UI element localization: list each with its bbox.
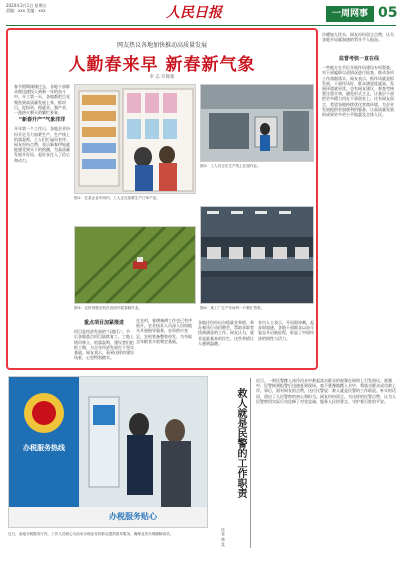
photo-4-caption: 图④：某工厂生产车间内一片繁忙景象。	[200, 306, 265, 310]
article-column-3: 在农村，春耕备耕工作也已有序展开。农业技术人员深入田间地头开展指导服务，农资供应充足，农机装备整装待发，为夺取全年粮食丰收奠定基础。	[136, 318, 192, 344]
masthead-rule	[6, 25, 396, 26]
opinion-body: 近日，一则民警跳入冰冷河水中救起落水群众的视频在网络上引发热议。视频中，民警接到报警后迅速赶到现场，毫不犹豫地跳入水中，将落水群众成功救上岸。事后，面对网友的点赞，这位民警说：救人就是民警的工作职责。朴实的话语，道出了人民警察的初心和担当。网友纷纷留言，为这样的民警点赞，认为人民警察用实际行动诠释了对党忠诚、服务人民的誓言，守护着百姓的平安。	[256, 378, 396, 404]
issue-date: 2024年3月1日 星期五 责编：xxx 美编：xxx	[6, 3, 47, 13]
article-kicker: 网友热议各地加快推动高质量发展	[116, 42, 207, 49]
opinion-rule	[250, 378, 251, 548]
side-article	[322, 28, 396, 370]
opinion-title: 救人就是民警的工作职责	[235, 388, 246, 498]
photo-1	[74, 84, 196, 194]
photo-3-caption: 图③：农民驾驶农机在田间开展春耕作业。	[74, 306, 142, 310]
subhead-2: 重点项目加紧推进	[83, 320, 124, 326]
article-column-2: 重点项目加紧推进 项目是经济发展的“压舱石”。节后各地重点项目陆续复工，工地上塔吊林立、机器轰鸣，建设者们抢抓工期，为全年经济发展打下坚实基础。网友表示，看到这样的建设场景，心里特别踏实。	[74, 320, 134, 361]
article-column-4: 各地还纷纷出台稳就业举措，举办春风行动招聘会，帮助求职者找到满意的工作。网友认为，就业是最基本的民生，这些举措让人感到温暖。	[198, 320, 254, 346]
tax-service-caption: 近日，某地办税服务厅内，工作人员耐心为前来办理业务的群众提供指导服务，确保业务办理顺畅高效。	[8, 532, 174, 536]
farmland-photo	[75, 227, 196, 304]
production-line-photo	[201, 207, 314, 304]
article-column-5: 业内人士表示，开局即冲刺，起步即加速，各地干部群众以奋斗姿态开启新征程，彰显了中国经济的韧性与活力。	[258, 320, 314, 341]
featured-article[interactable]	[6, 28, 318, 370]
hall-sign: 办税服务热线	[23, 444, 65, 452]
section-badge: 一周网事	[326, 6, 374, 22]
photo-4	[200, 206, 314, 304]
factory-shelves-photo	[75, 85, 196, 194]
workshop-photo	[201, 85, 314, 162]
article-column-1: 春节假期刚刚过去，各地干部群众便迅速投入到新一年的奋斗中。开工第一天，各地都把目光聚焦到高质量发展上来，抓项目、促投资、稳就业、强产业，一派热火朝天的繁忙景象。 “新春开产”气象洋洋 开年第一个工作日，各地企业纷纷开足马力加紧生产，生产线上机器轰鸣，工人们忙碌而有序。网友纷纷点赞，表示新春伊始就能感受到实干的热潮，为高质量发展开好局、起好步注入了信心和动力。	[14, 84, 70, 163]
side-intro: 冷暖如人饮水，网友纷纷留言点赞，认为各地开局就加速的势头令人振奋。	[322, 32, 394, 43]
opinion-title-block	[216, 378, 252, 548]
masthead	[6, 2, 396, 26]
photo-1-caption: 图①：在某企业车间内，工人正在加紧生产订单产品。	[74, 196, 160, 200]
subhead-1: “新春开产”气象洋洋	[18, 117, 66, 124]
side-subhead: 监督考核一直在线	[338, 56, 379, 62]
side-body: 监督考核一直在线 一些地方在节后开展作风建设专项督查，对干部履职尽责情况进行检查，推动各项工作落细落实。网友表示，抓作风就是抓发展，干部作风好，群众满意度就高，发展环境就更优。也有网友建议，督查考核要注重实效，避免形式主义，让基层干部把更多精力用在干事创业上。还有网友留言，希望各地持续优化营商环境，为企业发展提供更加便利的服务，让高质量发展的成果更多更公平地惠及全体人民。	[322, 56, 394, 118]
article-byline: 李 志 许辉新	[149, 75, 175, 80]
newspaper-logo: 人民日报	[166, 5, 222, 21]
photo-2-caption: 图②：工人们正在生产线上忙碌作业。	[200, 164, 261, 168]
opinion-author: 作者 林 某	[221, 528, 226, 547]
photo-title: 办税服务贴心	[109, 512, 157, 521]
article-headline: 人勤春来早 新春新气象	[68, 55, 256, 75]
page-number: 05	[378, 5, 398, 21]
photo-2	[200, 84, 314, 162]
tax-service-photo	[8, 376, 208, 528]
photo-3	[74, 226, 196, 304]
